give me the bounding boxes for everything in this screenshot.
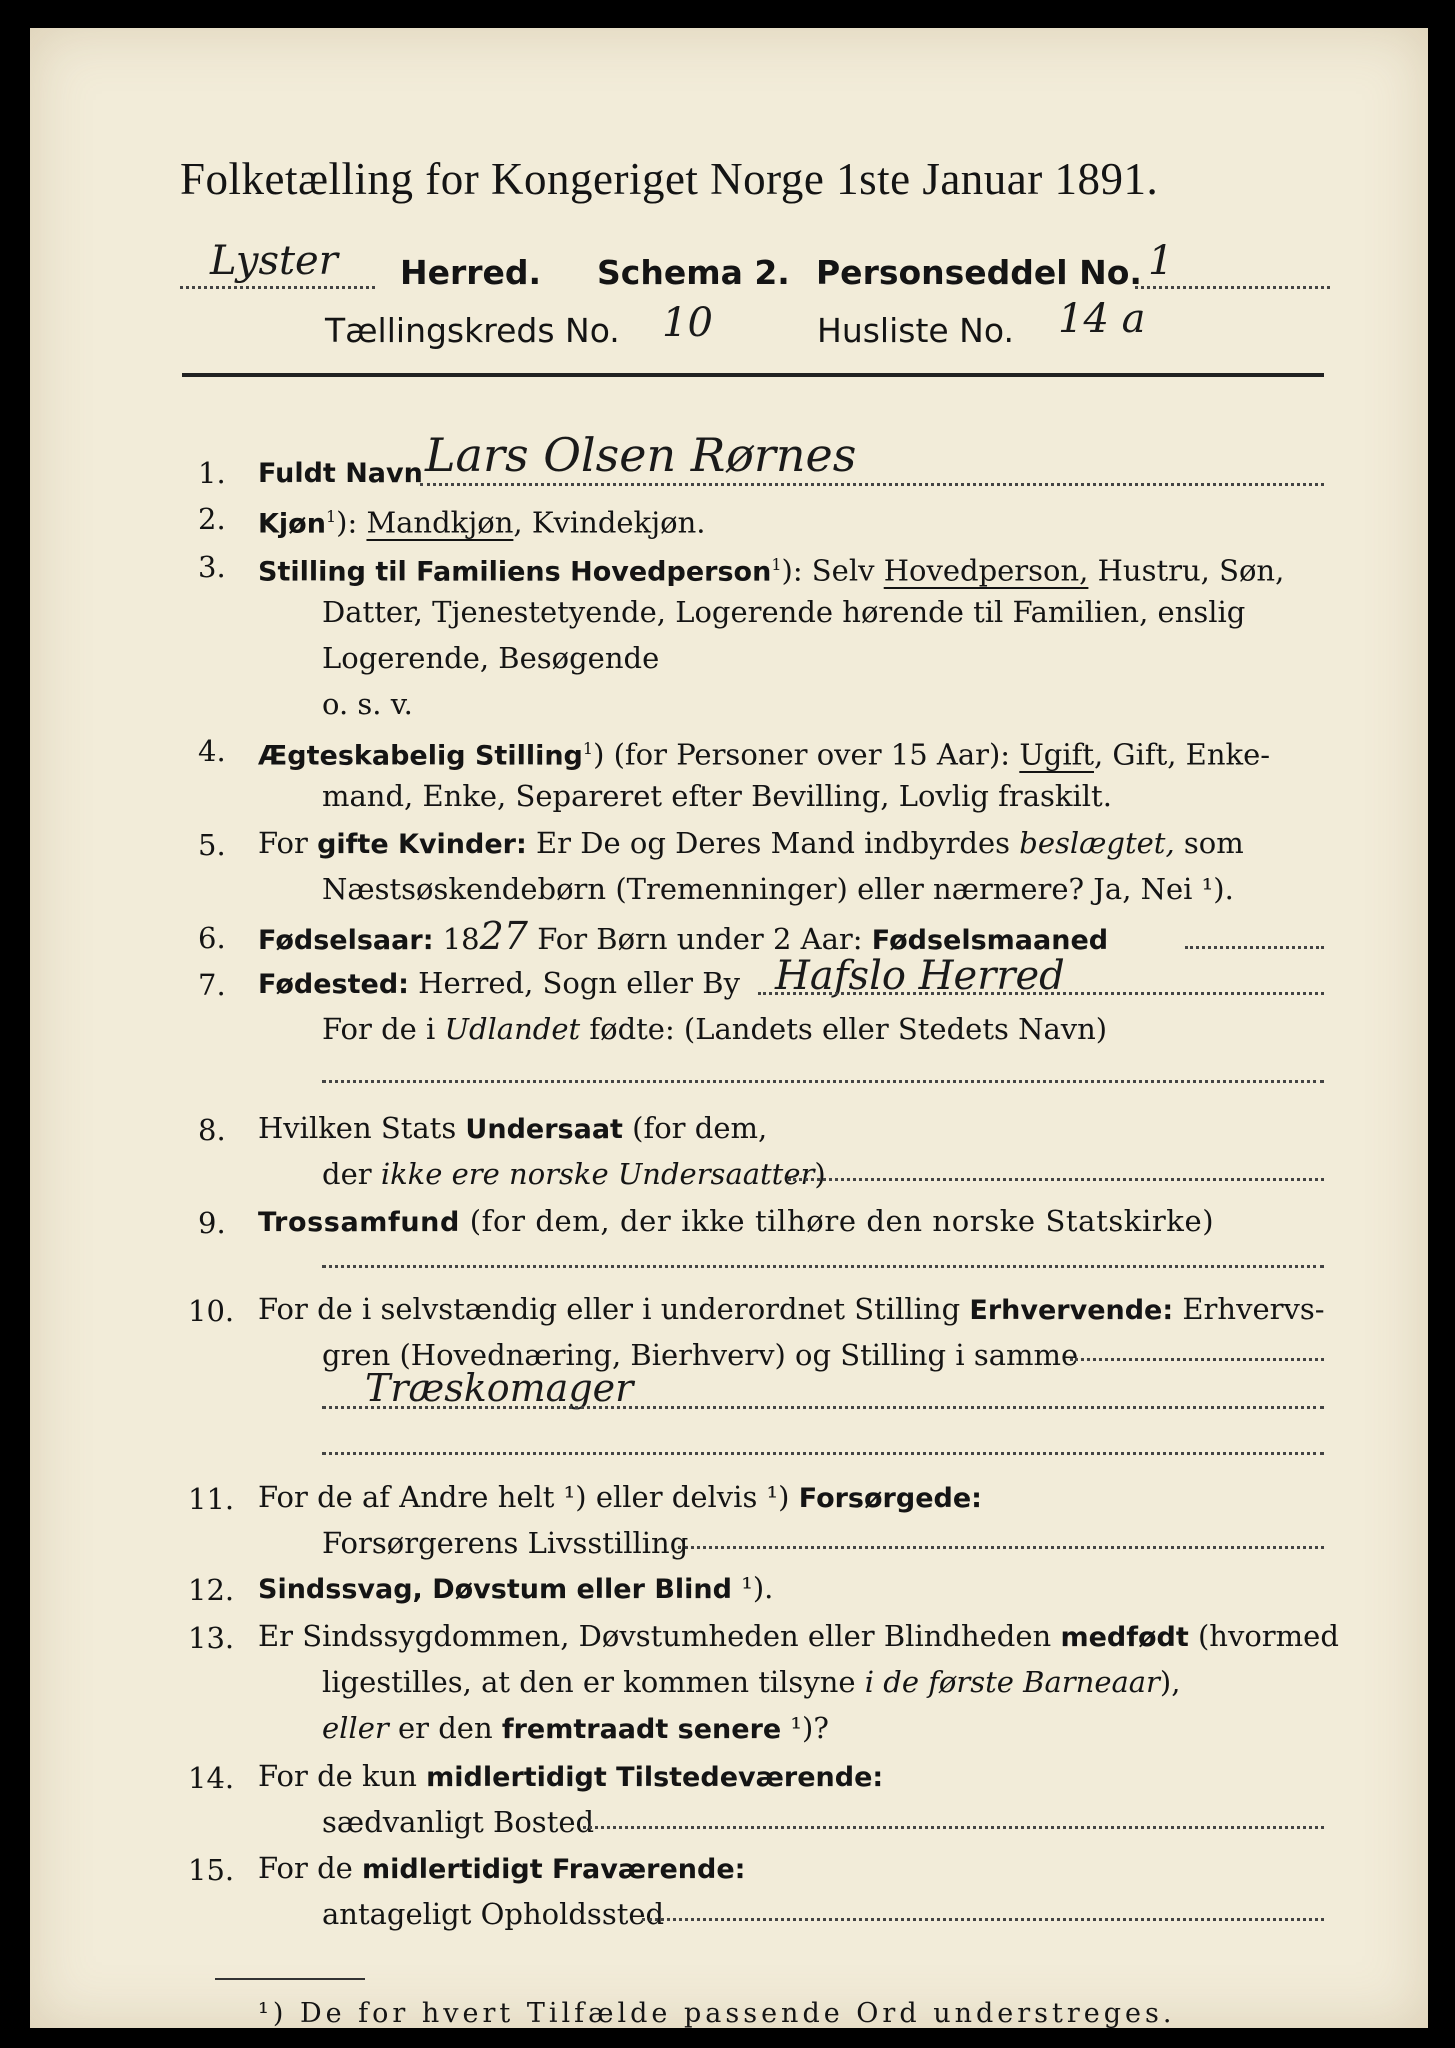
item-9-text-a: (for dem, der ikke tilhøre den norske Statskirke) [459, 1204, 1215, 1238]
item-1-number: 1. [198, 456, 226, 490]
item-7-text-a: Herred, Sogn eller By [408, 966, 740, 1000]
husliste-value: 14 a [1058, 296, 1146, 342]
item-12-text-a: ¹). [731, 1571, 774, 1605]
item-8-line2-b: ) [814, 1157, 826, 1191]
header-rule [182, 373, 1324, 377]
item-6-text-a: 18 [433, 922, 480, 956]
personseddel-dotline [1135, 286, 1330, 289]
item-2-text-a: ): [336, 505, 367, 540]
item-7-dotline [758, 992, 1324, 995]
item-4-selected: Ugift [1019, 737, 1094, 772]
item-4-text-b: , Gift, Enke- [1093, 737, 1271, 772]
item-10-dotline-3 [322, 1452, 1324, 1455]
item-2-label: Kjøn [258, 508, 326, 540]
herred-dotline [180, 286, 375, 289]
item-13-number: 13. [188, 1621, 235, 1655]
item-15-number: 15. [188, 1853, 235, 1887]
personseddel-label: Personseddel No. [816, 253, 1142, 292]
item-10-occupation-value: Træskomager [365, 1366, 634, 1410]
husliste-label: Husliste No. [817, 311, 1014, 350]
item-15-text-a: For de [258, 1851, 363, 1885]
item-8-label: Undersaat [465, 1114, 623, 1145]
item-10-label: Erhvervende: [969, 1295, 1174, 1326]
item-6-dotline [1185, 946, 1324, 949]
item-2-sup: 1 [325, 507, 337, 526]
schema-label: Schema 2. [597, 253, 790, 292]
item-3-line2: Datter, Tjenestetyende, Logerende hørende til Familien, enslig [322, 595, 1246, 629]
item-9-number: 9. [198, 1206, 226, 1240]
item-3-line3: Logerende, Besøgende [322, 641, 660, 675]
item-7-line2-b: fødte: (Landets eller Stedets Navn) [580, 1012, 1108, 1046]
item-10-dotline-2 [322, 1406, 1324, 1409]
item-4-label: Ægteskabelig Stilling [258, 740, 583, 772]
item-13-line2-b: ), [1159, 1665, 1181, 1699]
item-7-line2-italic: Udlandet [444, 1012, 581, 1046]
item-5-number: 5. [198, 828, 226, 862]
item-4-number: 4. [198, 734, 226, 768]
item-5-text-b: Er De og Deres Mand indbyrdes [526, 826, 1020, 860]
item-7-dotline-2 [322, 1080, 1324, 1083]
herred-value: Lyster [210, 238, 338, 284]
item-13-line2-a: ligestilles, at den er kommen tilsyne [322, 1665, 865, 1699]
item-6-label2: Fødselsmaaned [871, 925, 1109, 956]
item-13-label: medfødt [1060, 1622, 1189, 1653]
item-13-line3-label: fremtraadt senere [501, 1714, 782, 1745]
item-5-line2: Næstsøskendebørn (Tremenninger) eller nærmere? Ja, Nei ¹). [322, 872, 1234, 906]
item-10-dotline-1 [1070, 1358, 1324, 1361]
item-11-dotline [678, 1546, 1324, 1549]
item-13-line3-b: ¹)? [781, 1711, 829, 1745]
item-11-label: Forsørgede: [798, 1483, 982, 1514]
item-14-text-a: For de kun [258, 1759, 427, 1793]
item-6-text-b: For Børn under 2 Aar: [527, 922, 872, 956]
item-4-line2: mand, Enke, Separeret efter Bevilling, Lovlig fraskilt. [322, 779, 1112, 813]
item-13-line2-italic: i de første Barneaar [864, 1665, 1160, 1699]
item-7-birthplace-value: Hafslo Herred [775, 953, 1065, 999]
item-3-sup: 1 [771, 555, 782, 574]
item-15-line2: antageligt Opholdssted [322, 1897, 665, 1931]
item-5-text-a: For [258, 826, 318, 860]
item-10-text-a: For de i selvstændig eller i underordnet Stilling [258, 1292, 970, 1326]
item-3-label: Stilling til Familiens Hovedperson [258, 556, 772, 588]
item-7-number: 7. [198, 968, 226, 1002]
item-9-dotline [322, 1265, 1324, 1268]
item-12-number: 12. [188, 1573, 235, 1607]
item-13-line3-italic: eller [322, 1711, 389, 1745]
item-8-text-a: Hvilken Stats [258, 1111, 466, 1145]
item-11-text-a: For de af Andre helt ¹) eller delvis ¹) [258, 1480, 799, 1514]
item-13-line3-a: er den [388, 1711, 502, 1745]
item-6-number: 6. [198, 921, 226, 955]
item-1-name-value: Lars Olsen Rørnes [425, 428, 857, 482]
form-title: Folketælling for Kongeriget Norge 1ste Januar 1891. [180, 154, 1159, 204]
item-4-sup: 1 [582, 739, 594, 758]
item-2-selected: Mandkjøn [366, 505, 514, 540]
item-8-number: 8. [198, 1113, 226, 1147]
item-1-label: Fuldt Navn [258, 458, 423, 489]
census-form-sheet [30, 28, 1428, 2028]
item-7-line2-a: For de i [322, 1012, 445, 1046]
item-14-label: midlertidigt Tilstedeværende: [426, 1762, 884, 1793]
item-5-label: gifte Kvinder: [317, 829, 527, 860]
footnote-rule [215, 1978, 365, 1980]
item-3-selected: Hovedperson, [883, 553, 1089, 588]
personseddel-value: 1 [1148, 238, 1174, 284]
item-3-text-b: Hustru, Søn, [1088, 553, 1285, 588]
item-12-label: Sindssvag, Døvstum eller Blind [258, 1574, 732, 1605]
item-8-line2-a: der [322, 1157, 381, 1191]
item-15-dotline [642, 1918, 1324, 1921]
item-11-line2: Forsørgerens Livsstilling [322, 1526, 689, 1560]
item-8-line2-italic: ikke ere norske Undersaatter [380, 1157, 815, 1191]
item-11-number: 11. [188, 1482, 235, 1516]
item-10-text-b: Erhvervs- [1173, 1292, 1325, 1326]
item-4-text-a: ) (for Personer over 15 Aar): [593, 737, 1020, 772]
item-13-text-b: (hvormed [1188, 1619, 1339, 1653]
item-6-year-value: 27 [479, 914, 528, 958]
item-2-number: 2. [198, 502, 226, 536]
item-1-dotline [420, 483, 1324, 486]
item-10-line2: gren (Hovednæring, Bierhverv) og Stilling i samme [322, 1338, 1079, 1372]
item-3-line4: o. s. v. [322, 687, 413, 721]
item-6-label: Fødselsaar: [258, 925, 434, 956]
item-3-text-a: ): Selv [781, 553, 884, 588]
item-8-text-b: (for dem, [622, 1111, 768, 1145]
item-14-dotline [583, 1826, 1324, 1829]
footnote: ¹) De for hvert Tilfælde passende Ord understreges. [258, 1998, 1176, 2029]
item-2-text-b: , Kvindekjøn. [513, 505, 706, 540]
item-15-label: midlertidigt Fraværende: [362, 1854, 746, 1885]
item-7-label: Fødested: [258, 969, 409, 1000]
item-14-number: 14. [188, 1761, 235, 1795]
taellingskreds-value: 10 [662, 300, 713, 346]
taellingskreds-label: Tællingskreds No. [325, 311, 620, 350]
item-13-text-a: Er Sindssygdommen, Døvstumheden eller Blindheden [258, 1619, 1061, 1653]
item-5-text-c: som [1174, 826, 1244, 860]
herred-label: Herred. [400, 253, 542, 292]
item-9-label: Trossamfund [258, 1207, 460, 1238]
item-5-italic: beslægtet, [1019, 826, 1175, 860]
item-10-number: 10. [188, 1294, 235, 1328]
item-14-line2: sædvanligt Bosted [322, 1805, 595, 1839]
item-8-dotline [788, 1178, 1324, 1181]
item-3-number: 3. [198, 550, 226, 584]
